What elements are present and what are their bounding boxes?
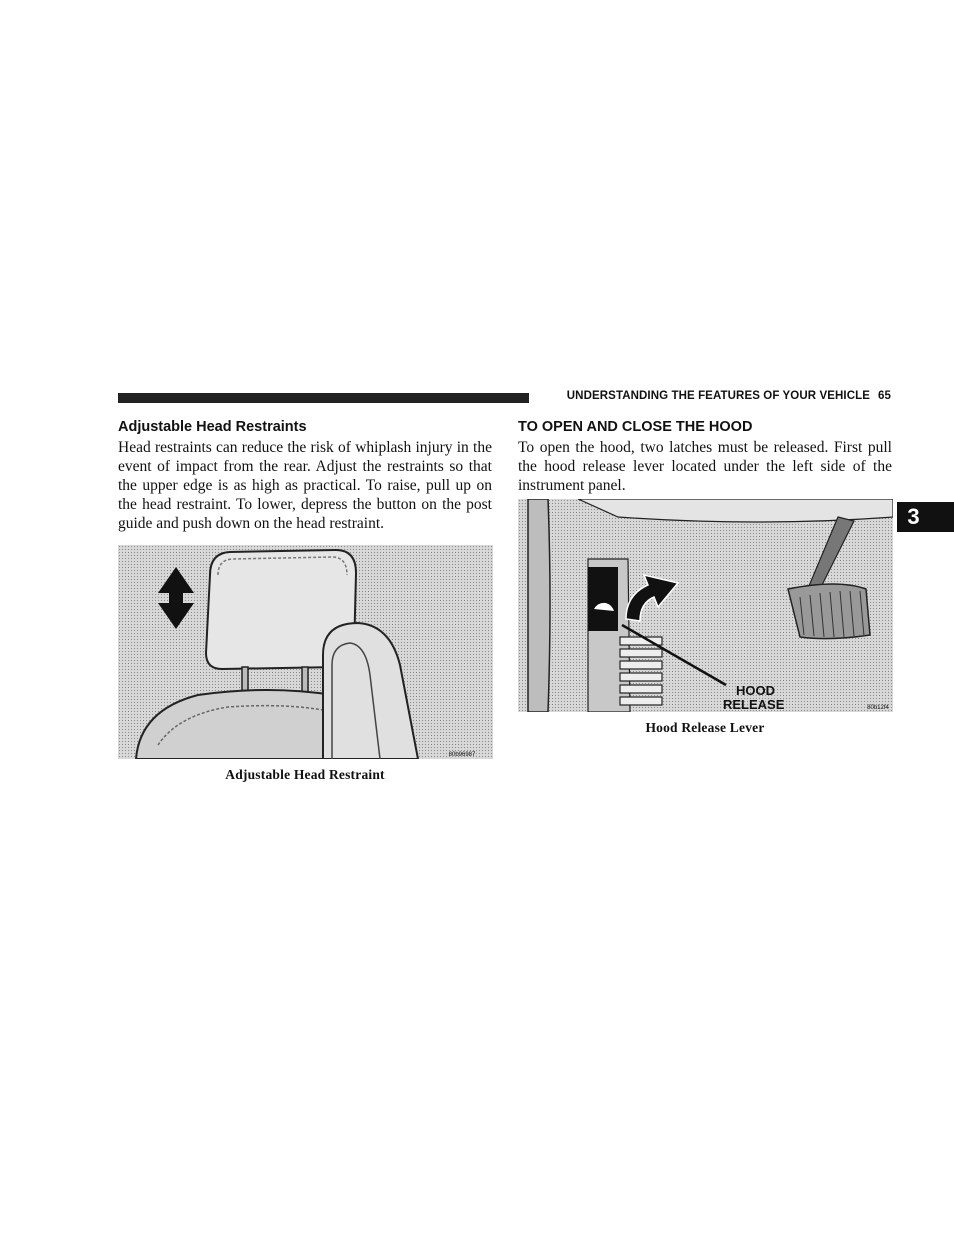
page-number: 65 <box>878 390 891 402</box>
head-restraint-drawing <box>118 545 493 759</box>
hood-release-caption: Hood Release Lever <box>645 720 765 735</box>
hood-body: To open the hood, two latches must be released. First pull the hood release lever located under the left side of the instrument panel. <box>518 439 892 494</box>
up-down-arrow-icon <box>158 567 194 629</box>
head-restraints-heading: Adjustable Head Restraints <box>118 419 307 435</box>
header-rule <box>118 393 529 403</box>
running-header <box>538 390 891 402</box>
hood-release-illustration <box>518 499 893 712</box>
seat-back <box>136 690 350 759</box>
hood-label-line2: RELEASE <box>723 697 785 712</box>
pull-direction-arrow-icon <box>626 575 678 621</box>
right-column <box>518 418 892 736</box>
brake-pedal <box>788 584 870 639</box>
door-pillar <box>528 499 550 712</box>
head-restraint-illustration <box>118 545 493 759</box>
adjacent-seat <box>323 623 418 759</box>
figure-code: 80b96987 <box>448 752 476 758</box>
figure-code: 80b12f4 <box>867 705 889 711</box>
chapter-tab[interactable]: 3 <box>897 502 954 532</box>
left-column <box>118 418 492 783</box>
hood-release-drawing <box>518 499 893 712</box>
head-restraint-caption: Adjustable Head Restraint <box>225 767 385 782</box>
head-restraints-body: Head restraints can reduce the risk of whiplash injury in the event of impact from the rear. Adjust the restraints so that the upper edge is as high as practical. To raise, pull up on the head restraint. To lower, depress the button on the post guide and push down on the head restraint. <box>118 439 492 532</box>
hood-release-lever <box>588 567 618 631</box>
hood-heading: TO OPEN AND CLOSE THE HOOD <box>518 419 753 435</box>
hood-label-line1: HOOD <box>736 683 775 698</box>
section-title: UNDERSTANDING THE FEATURES OF YOUR VEHICLE <box>566 390 870 402</box>
